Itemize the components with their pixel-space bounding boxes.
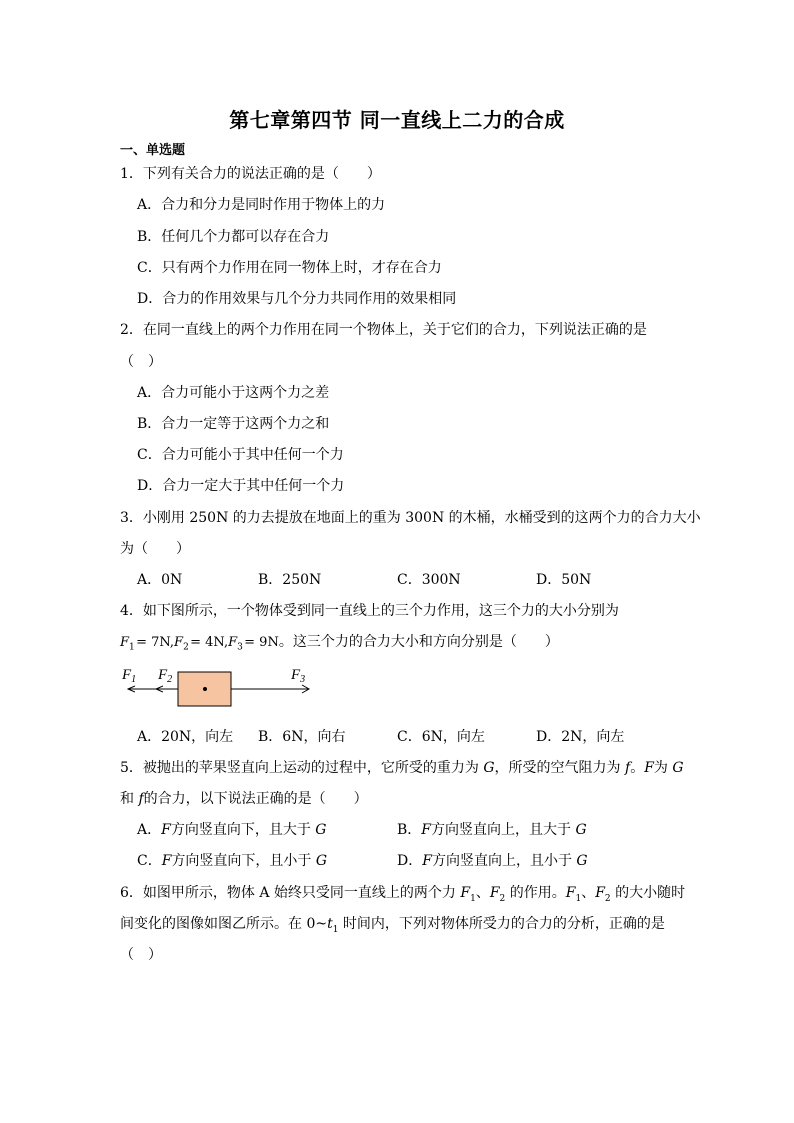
q5-option-a: A．F方向竖直向下，且大于 G (137, 822, 327, 838)
q5-option-b: B．F方向竖直向上，且大于 G (397, 822, 587, 838)
force-diagram (118, 662, 328, 712)
q3-option-c: C．300N (397, 572, 461, 588)
q4-stem-line1: 4．如下图所示，一个物体受到同一直线上的三个力作用，这三个力的大小分别为 (120, 603, 619, 619)
q4-option-b: B．6N，向右 (258, 729, 346, 745)
q6-stem-line2: 间变化的图像如图乙所示。在 $0\sim t_1$ 时间内，下列对物体所受力的合力的分析，正确的是 (120, 916, 665, 935)
q4-option-a: A．20N，向左 (137, 729, 234, 745)
q5-stem-line2: 和 f的合力，以下说法正确的是（ ） (120, 791, 368, 807)
page-title: 第七章第四节 同一直线上二力的合成 (229, 108, 565, 132)
q5-option-d: D．F方向竖直向上，且小于 G (397, 853, 588, 869)
q1-option-d: D．合力的作用效果与几个分力共同作用的效果相同 (137, 291, 457, 307)
q4-formula: $F_1$ = $7N,F_2$ = $4N,F_3$ = 9N (120, 635, 279, 653)
section-heading: 一、单选题 (120, 143, 186, 158)
q3-option-a: A．0N (137, 572, 183, 588)
q1-option-a: A．合力和分力是同时作用于物体上的力 (137, 197, 386, 213)
q2-option-c: C．合力可能小于其中任何一个力 (137, 447, 344, 463)
q2-option-a: A．合力可能小于这两个力之差 (137, 385, 330, 401)
q4-option-c: C．6N，向左 (397, 729, 485, 745)
q5-option-c: C．F方向竖直向下，且小于 G (137, 853, 328, 869)
q3-stem-line2: 为（ ） (120, 541, 190, 557)
f1-label: $F_1$ (122, 667, 137, 685)
q1-option-b: B．任何几个力都可以存在合力 (137, 229, 330, 245)
q4-stem-line2 (120, 632, 559, 658)
f2-label: $F_2$ (158, 667, 173, 685)
q2-option-b: B．合力一定等于这两个力之和 (137, 416, 330, 432)
q4-stem-rest: 。这三个力的合力大小和方向分别是（ ） (278, 634, 559, 650)
q6-stem-line1: 6．如图甲所示，物体 A 始终只受同一直线上的两个力 $F_1$、$F_2$ 的作用。$F_1$、$F_2$ 的大小随时 (120, 885, 686, 904)
q3-option-d: D．50N (536, 572, 592, 588)
q6-stem-line3: （ ） (120, 947, 162, 963)
q5-stem-line1: 5．被抛出的苹果竖直向上运动的过程中，它所受的重力为 G，所受的空气阻力为 f。F为 G (120, 760, 684, 776)
center-dot (203, 687, 207, 691)
q1-option-c: C．只有两个力作用在同一物体上时，才存在合力 (137, 260, 442, 276)
q2-stem-line1: 2．在同一直线上的两个力作用在同一个物体上，关于它们的合力，下列说法正确的是 (120, 322, 647, 338)
q2-stem-line2: （ ） (120, 354, 162, 370)
q2-option-d: D．合力一定大于其中任何一个力 (137, 478, 345, 494)
q3-stem-line1: 3．小刚用 250N 的力去提放在地面上的重为 300N 的木桶，水桶受到的这两个力的合力大小 (120, 510, 701, 526)
f3-label: $F_3$ (291, 667, 306, 685)
q1-stem: 1．下列有关合力的说法正确的是（ ） (120, 166, 381, 182)
q3-option-b: B．250N (258, 572, 322, 588)
q4-option-d: D．2N，向左 (536, 729, 625, 745)
